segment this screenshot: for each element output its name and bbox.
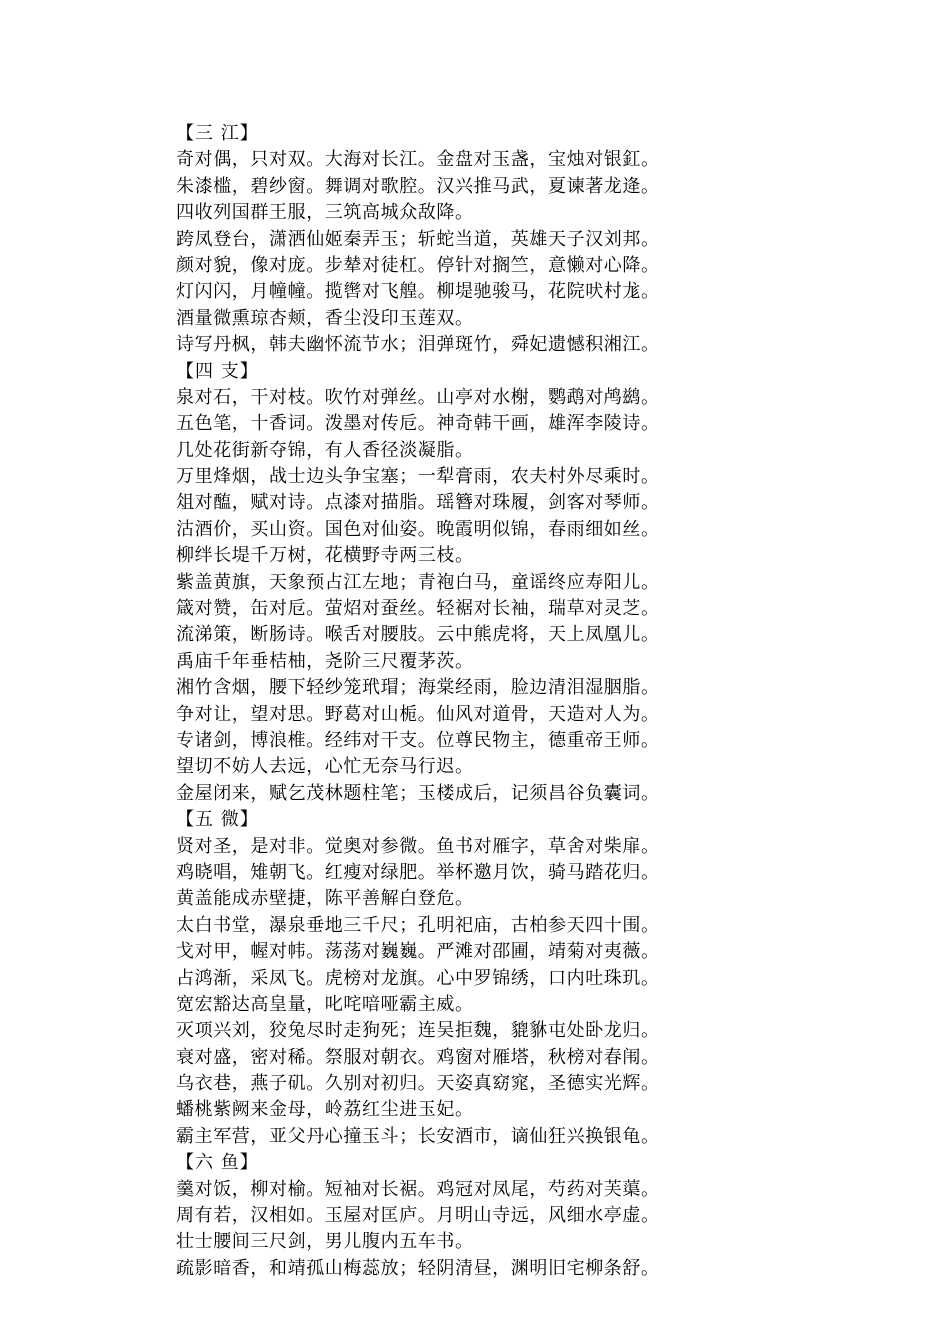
text-line: 贤对圣，是对非。觉奥对参微。鱼书对雁字，草舍对柴扉。: [176, 835, 660, 857]
text-line: 鸡晓唱，雉朝飞。红瘦对绿肥。举杯邀月饮，骑马踏花归。: [176, 861, 660, 883]
text-line: 俎对醢，赋对诗。点漆对描脂。瑶簪对珠履，剑客对琴师。: [176, 492, 660, 514]
text-line: 四收列国群王服，三筑高城众敌降。: [176, 202, 474, 224]
text-line: 望切不妨人去远，心忙无奈马行迟。: [176, 756, 474, 778]
text-line: 黄盖能成赤壁捷，陈平善解白登危。: [176, 888, 474, 910]
text-line: 泉对石，干对枝。吹竹对弹丝。山亭对水榭，鹦鹉对鸬鹚。: [176, 386, 660, 408]
text-line: 箴对赞，缶对卮。萤炤对蚕丝。轻裾对长袖，瑞草对灵芝。: [176, 598, 660, 620]
section-heading: 【五 微】: [176, 809, 259, 831]
text-line: 禹庙千年垂桔柚，尧阶三尺覆茅茨。: [176, 650, 474, 672]
text-line: 占鸿渐，采凤飞。虎榜对龙旗。心中罗锦绣，口内吐珠玑。: [176, 967, 660, 989]
text-line: 戈对甲，幄对帏。荡荡对巍巍。严滩对邵圃，靖菊对夷薇。: [176, 941, 660, 963]
text-line: 诗写丹枫，韩夫幽怀流节水；泪弹斑竹，舜妃遗憾积湘江。: [176, 334, 660, 356]
section-heading: 【六 鱼】: [176, 1152, 259, 1174]
text-line: 湘竹含烟，腰下轻纱笼玳瑁；海棠经雨，脸边清泪湿胭脂。: [176, 677, 660, 699]
text-line: 流涕策，断肠诗。喉舌对腰肢。云中熊虎将，天上凤凰儿。: [176, 624, 660, 646]
text-line: 柳绊长堤千万树，花横野寺两三枝。: [176, 545, 474, 567]
text-line: 几处花街新夺锦，有人香径淡凝脂。: [176, 439, 474, 461]
text-line: 颜对貌，像对庞。步辇对徒杠。停针对搁竺，意懒对心降。: [176, 254, 660, 276]
text-line: 疏影暗香，和靖孤山梅蕊放；轻阴清昼，渊明旧宅柳条舒。: [176, 1257, 660, 1279]
text-line: 周有若，汉相如。玉屋对匡庐。月明山寺远，风细水亭虚。: [176, 1205, 660, 1227]
text-line: 壮士腰间三尺剑，男儿腹内五车书。: [176, 1231, 474, 1253]
text-line: 衰对盛，密对稀。祭服对朝衣。鸡窗对雁塔，秋榜对春闱。: [176, 1046, 660, 1068]
text-line: 沽酒价，买山资。国色对仙姿。晚霞明似锦，春雨细如丝。: [176, 518, 660, 540]
text-line: 宽宏豁达高皇量，叱咤喑哑霸主威。: [176, 993, 474, 1015]
text-line: 金屋闭来，赋乞茂林题柱笔；玉楼成后，记须昌谷负囊词。: [176, 782, 660, 804]
text-line: 灭项兴刘，狡兔尽时走狗死；连吴拒魏，貔貅屯处卧龙归。: [176, 1020, 660, 1042]
text-line: 羹对饭，柳对榆。短袖对长裾。鸡冠对凤尾，芍药对芙蕖。: [176, 1178, 660, 1200]
text-line: 朱漆槛，碧纱窗。舞调对歌腔。汉兴推马武，夏谏著龙逄。: [176, 175, 660, 197]
section-heading: 【四 支】: [176, 360, 259, 382]
text-line: 紫盖黄旗，天象预占江左地；青袍白马，童谣终应寿阳儿。: [176, 571, 660, 593]
poem-text-block: [176, 121, 696, 1282]
text-line: 乌衣巷，燕子矶。久别对初归。天姿真窈窕，圣德实光辉。: [176, 1073, 660, 1095]
text-line: 争对让，望对思。野葛对山栀。仙风对道骨，天造对人为。: [176, 703, 660, 725]
text-line: 霸主军营，亚父丹心撞玉斗；长安酒市，谪仙狂兴换银龟。: [176, 1125, 660, 1147]
text-line: 专诸剑，博浪椎。经纬对干支。位尊民物主，德重帝王师。: [176, 729, 660, 751]
text-line: 蟠桃紫阙来金母，岭荔红尘进玉妃。: [176, 1099, 474, 1121]
text-line: 万里烽烟，战士边头争宝塞；一犁膏雨，农夫村外尽乘时。: [176, 466, 660, 488]
text-line: 酒量微熏琼杏颊，香尘没印玉莲双。: [176, 307, 474, 329]
text-line: 奇对偶，只对双。大海对长江。金盘对玉盏，宝烛对银釭。: [176, 149, 660, 171]
text-line: 五色笔，十香词。泼墨对传卮。神奇韩干画，雄浑李陵诗。: [176, 413, 660, 435]
text-line: 灯闪闪，月幢幢。揽辔对飞艎。柳堤驰骏马，花院吠村尨。: [176, 281, 660, 303]
text-line: 太白书堂，瀑泉垂地三千尺；孔明祀庙，古柏参天四十围。: [176, 914, 660, 936]
text-line: 跨凤登台，潇洒仙姬秦弄玉；斩蛇当道，英雄天子汉刘邦。: [176, 228, 660, 250]
section-heading: 【三 江】: [176, 123, 259, 144]
